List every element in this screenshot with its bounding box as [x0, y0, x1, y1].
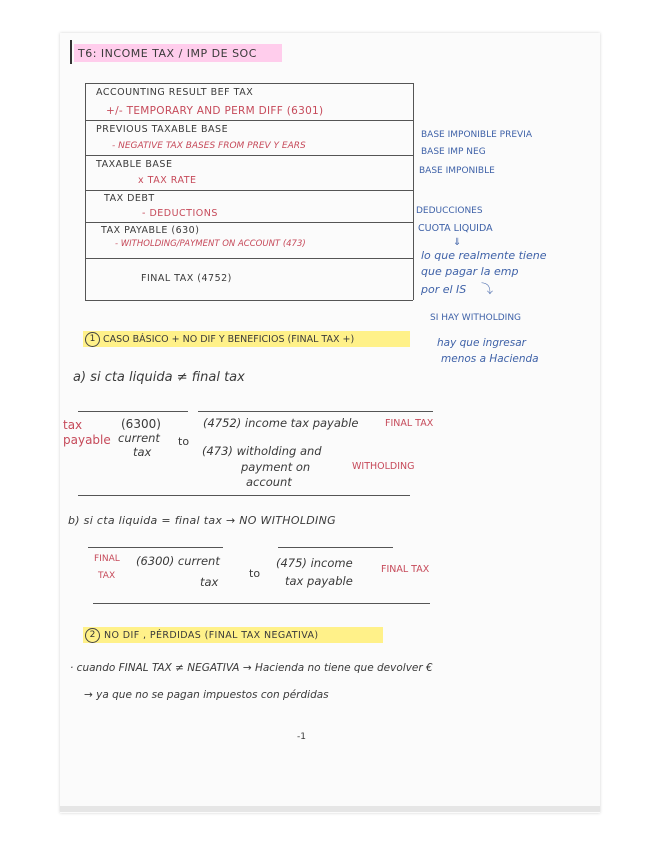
case-b-intro: b) si cta liquida = final tax → NO WITHOLDING — [68, 514, 336, 527]
table-row-main: FINAL TAX (4752) — [141, 273, 232, 284]
account-name: current — [118, 431, 160, 445]
page-mark: -1 — [297, 732, 306, 742]
journal-top-line — [278, 547, 393, 548]
curved-arrow-icon: ⤵ — [481, 282, 494, 296]
journal-top-line — [78, 411, 188, 412]
section-heading: CASO BÁSICO + NO DIF Y BENEFICIOS (FINAL TAX +) — [103, 334, 355, 345]
journal-top-line — [198, 411, 433, 412]
side-note: DEDUCCIONES — [416, 206, 483, 216]
account-code: (6300) — [121, 417, 161, 431]
journal-tag: payable — [63, 433, 111, 447]
journal-to: to — [249, 567, 261, 580]
table-right-border — [413, 83, 414, 300]
table-row-sub: x TAX RATE — [138, 175, 197, 186]
table-left-border — [85, 83, 86, 300]
account-name: (475) income — [276, 556, 353, 570]
table-divider — [85, 155, 413, 156]
side-note: que pagar la emp — [421, 265, 519, 278]
table-row-sub: - DEDUCTIONS — [142, 208, 218, 219]
side-note: por el IS — [421, 283, 467, 296]
section2-text: → ya que no se pagan impuestos con pérdidas — [84, 689, 329, 701]
side-note: menos a Hacienda — [441, 353, 539, 365]
journal-tag: FINAL TAX — [385, 418, 434, 429]
journal-tag: TAX — [98, 571, 116, 581]
side-note: BASE IMPONIBLE PREVIA — [421, 130, 532, 140]
journal-tag: WITHOLDING — [352, 461, 415, 472]
journal-top-line — [88, 547, 223, 548]
account-name: tax payable — [285, 574, 353, 588]
account-name: (473) witholding and — [202, 444, 322, 458]
journal-to: to — [178, 435, 190, 448]
table-row-main: TAX PAYABLE (630) — [101, 225, 200, 236]
table-row-sub: - WITHOLDING/PAYMENT ON ACCOUNT (473) — [115, 239, 306, 249]
table-row-main: ACCOUNTING RESULT BEF TAX — [96, 87, 254, 98]
account-name: (4752) income tax payable — [203, 416, 359, 430]
table-row-sub: - NEGATIVE TAX BASES FROM PREV Y EARS — [112, 141, 306, 151]
page-title: T6: INCOME TAX / IMP DE SOC — [78, 47, 257, 60]
side-note: CUOTA LIQUIDA — [418, 223, 493, 234]
account-name: payment on — [241, 460, 311, 474]
table-divider — [85, 222, 413, 223]
account-name: tax — [200, 575, 219, 589]
journal-tag: FINAL — [94, 554, 120, 564]
table-divider — [85, 258, 413, 259]
table-bottom-border — [85, 300, 413, 301]
table-top-border — [85, 83, 413, 84]
side-note: BASE IMP NEG — [421, 147, 486, 157]
table-row-sub: +/- TEMPORARY AND PERM DIFF (6301) — [106, 105, 324, 117]
page-edge — [60, 806, 600, 812]
table-row-main: TAX DEBT — [104, 193, 155, 204]
section2-text: · cuando FINAL TAX ≠ NEGATIVA → Hacienda no tiene que devolver € — [70, 662, 433, 674]
journal-tag: FINAL TAX — [381, 564, 430, 575]
side-note: BASE IMPONIBLE — [419, 166, 495, 176]
journal-bottom-line — [93, 603, 430, 604]
account-name: account — [246, 475, 292, 489]
journal-tag: tax — [63, 418, 83, 432]
section-number-badge: 2 — [85, 628, 100, 643]
account-name: tax — [133, 445, 152, 459]
margin-mark — [70, 40, 72, 64]
side-note: hay que ingresar — [437, 337, 526, 349]
side-note: SI HAY WITHOLDING — [430, 313, 522, 323]
table-row-main: PREVIOUS TAXABLE BASE — [96, 124, 229, 135]
side-note: lo que realmente tiene — [421, 249, 547, 262]
section-number-badge: 1 — [85, 332, 100, 347]
table-divider — [85, 120, 413, 121]
down-arrow-icon: ⇓ — [453, 237, 462, 248]
journal-bottom-line — [78, 495, 410, 496]
case-a-intro: a) si cta liquida ≠ final tax — [73, 370, 245, 385]
table-row-main: TAXABLE BASE — [96, 159, 173, 170]
account-name: (6300) current — [136, 554, 220, 568]
section-heading: NO DIF , PÉRDIDAS (FINAL TAX NEGATIVA) — [104, 630, 319, 641]
table-divider — [85, 190, 413, 191]
